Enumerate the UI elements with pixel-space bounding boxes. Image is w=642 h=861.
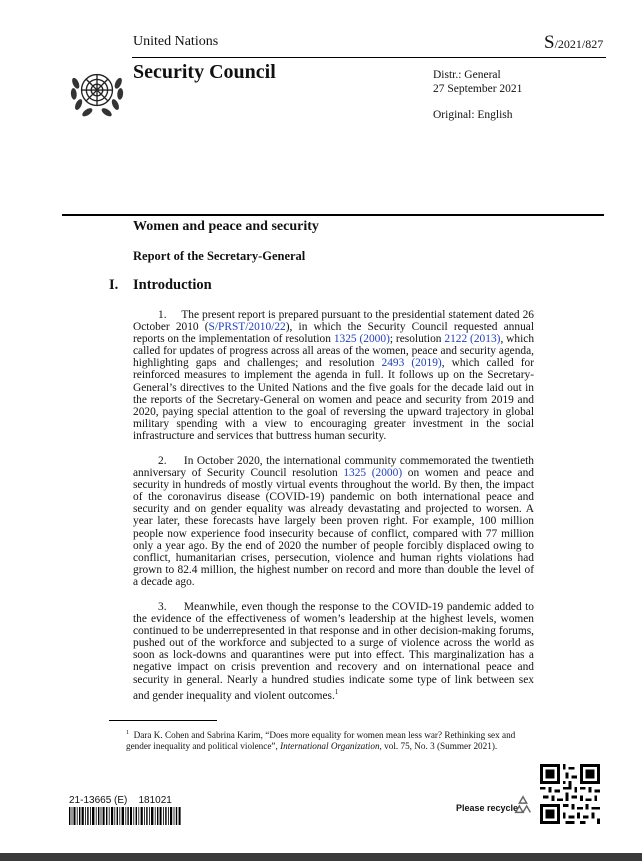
- paragraph-text: In October 2020, the international community commemorated the twentieth anniversary of Security Council resolution: [133, 455, 534, 480]
- paragraph-1: [133, 309, 534, 442]
- link-resolution-2493[interactable]: 2493 (2019): [381, 357, 442, 370]
- un-emblem-icon: [68, 62, 126, 120]
- link-resolution-1325[interactable]: 1325 (2000): [333, 333, 390, 346]
- qr-code-icon: [540, 764, 600, 824]
- section-title: Introduction: [133, 277, 212, 293]
- paragraph-text: ; resolution: [389, 333, 445, 346]
- document-subtitle: Report of the Secretary-General: [133, 249, 306, 263]
- link-resolution-2122[interactable]: 2122 (2013): [444, 333, 501, 346]
- paragraph-text: , which called for updates of progress across all areas of the women, peace and security agenda, highlighting gaps and challenges; and resolution: [133, 333, 535, 370]
- document-number: 21-13665 (E) 181021: [69, 795, 172, 806]
- footnote-text: Dara K. Cohen and Sabrina Karim, “Does more equality for women mean less war? Rethinking sex and gender inequality and political violence”,: [126, 730, 516, 752]
- barcode-icon: [69, 807, 181, 825]
- footnote: [126, 728, 536, 752]
- header-rule: [132, 57, 606, 58]
- footnote-rule: [109, 720, 217, 721]
- security-council-title: Security Council: [133, 61, 276, 83]
- paragraph-text: ), in which the Security Council requested annual reports on the implementation of resolution: [133, 321, 534, 346]
- symbol-number: /2021/827: [554, 37, 604, 51]
- paragraph-2: [133, 455, 534, 588]
- section-number: I.: [109, 277, 119, 293]
- paragraph-text: , which called for reinforced measures to implement the agenda in full. It follows up on the Secretary-General’s directives to the United Nations and the five goals for the decade laid out in the reports of the Secretary-General on women and peace and security from 2019 and 2020, paying special attention to the goal of reversing the upward trajectory in global military spending with a view to encouraging greater investment in the social infrastructure and services that buttress human security.: [133, 357, 535, 442]
- document-title: Women and peace and security: [133, 219, 319, 234]
- original-language: Original: English: [433, 109, 513, 121]
- paragraph-number: 1.: [158, 309, 167, 321]
- paragraph-text: Meanwhile, even though the response to the COVID-19 pandemic added to the evidence of the effectiveness of women’s leadership at the highest levels, women continued to be underrepresented in that response and in other decision-making forums, pushed out of the workforce and subjected to a surge of violence across the world as soon as lock-downs and quarantines were put into effect. This marginalization has a negative impact on crisis prevention and recovery and on international peace and security in general. Nearly a hundred studies indicate some type of link between sex and gender inequality and violent outcomes.: [133, 601, 534, 702]
- viewer-bottom-bar: [0, 853, 642, 861]
- please-recycle-label: Please recycle: [456, 803, 519, 813]
- paragraph-3: [133, 601, 534, 702]
- symbol-prefix: S: [544, 32, 555, 53]
- footnote-reference[interactable]: 1: [334, 687, 339, 696]
- document-date: 27 September 2021: [433, 83, 523, 95]
- organization-name: United Nations: [133, 34, 219, 49]
- footnote-journal: International Organization: [280, 741, 380, 752]
- paragraph-text: The present report is prepared pursuant to the presidential statement dated 26 October 2010 (: [133, 309, 534, 334]
- distribution: Distr.: General: [433, 69, 501, 81]
- footnote-mark: 1: [126, 730, 129, 736]
- paragraph-text: on women and peace and security in hundreds of mostly virtual events throughout the world. By then, the impact of the coronavirus disease (COVID-19) pandemic on both international peace and security and on gender equality was already devastating and projected to worsen. A year later, these forecasts have largely been proven right. For example, 100 million people now experience food insecurity because of conflict, compared with 77 million only a year ago. By the end of 2020 the number of people forcibly displaced owing to conflict, humanitarian crises, persecution, violence and human rights violations had grown to 82.4 million, the highest number on record and more than double the level of a decade ago.: [133, 467, 534, 588]
- document-symbol: [544, 32, 603, 54]
- paragraph-number: 2.: [158, 455, 167, 467]
- title-rule: [62, 214, 604, 216]
- paragraph-number: 3.: [158, 601, 167, 613]
- recycle-icon: [512, 794, 534, 816]
- footnote-text: , vol. 75, No. 3 (Summer 2021).: [379, 741, 498, 752]
- link-s-prst-2010-22[interactable]: S/PRST/2010/22: [208, 321, 286, 334]
- link-resolution-1325[interactable]: 1325 (2000): [343, 467, 403, 480]
